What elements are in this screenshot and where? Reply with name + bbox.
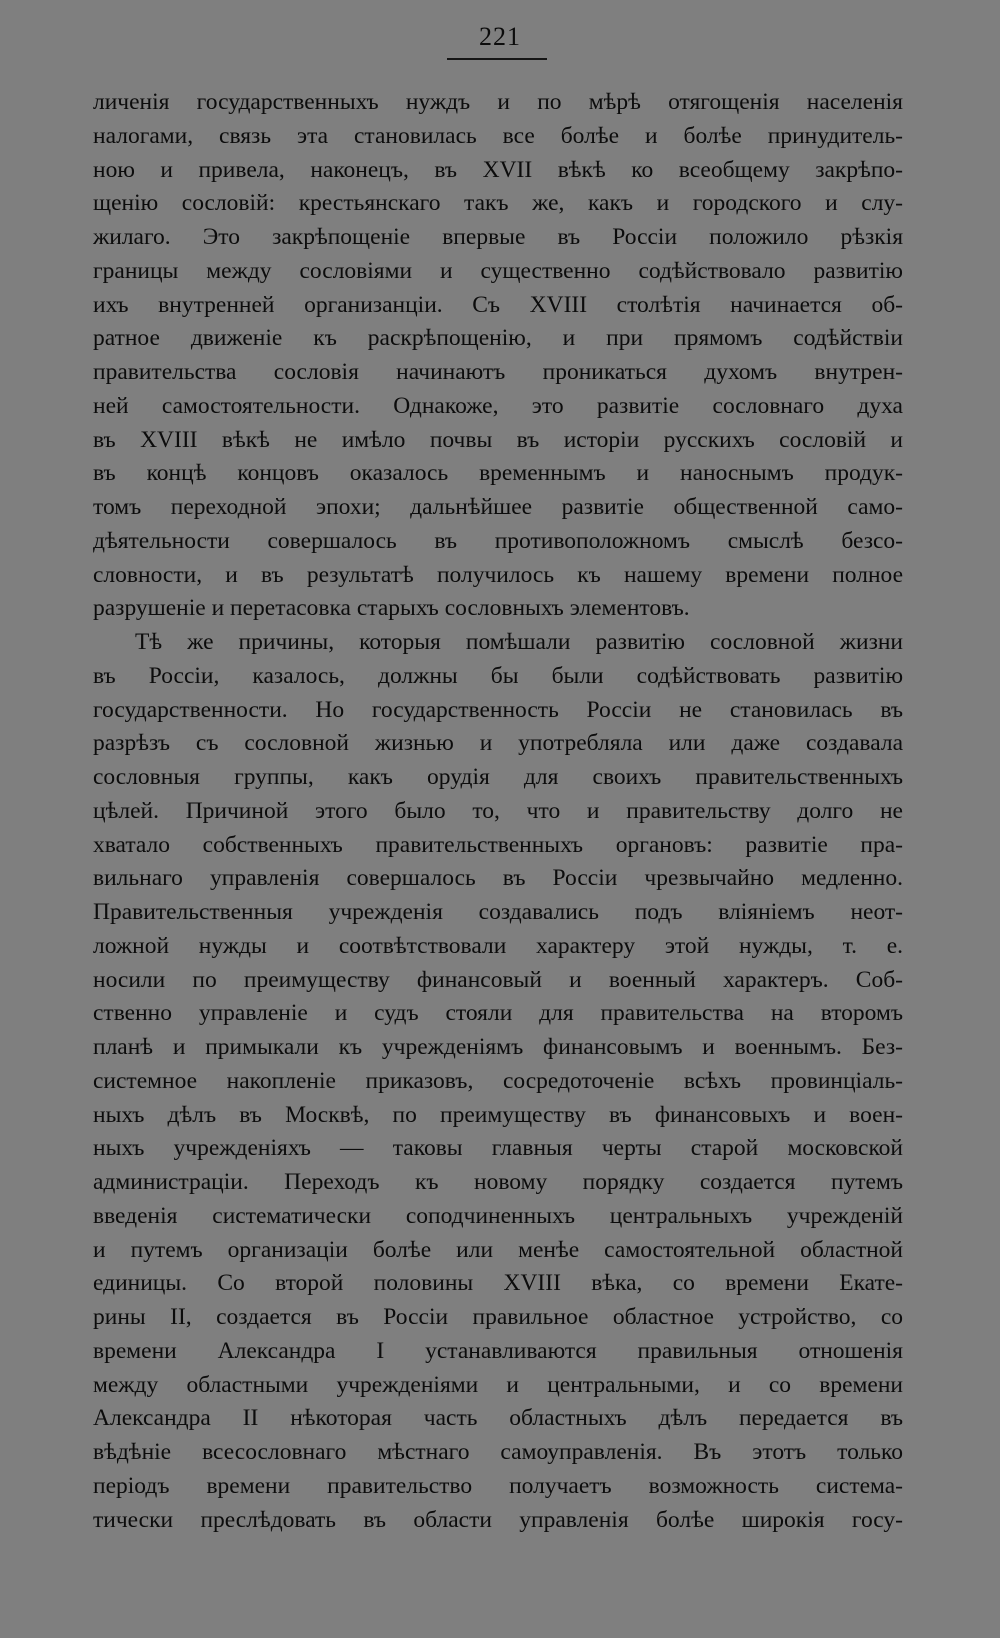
text-line: государственности. Но государственность Россіи не становилась въ [93, 696, 903, 723]
text-line: ныхъ учрежденіяхъ — таковы главныя черты старой московской [93, 1135, 903, 1162]
text-line: ложной нужды и соотвѣтствовали характеру этой нужды, т. е. [93, 932, 903, 959]
text-line: ственно управленіе и судъ стояли для правительства на второмъ [93, 1000, 903, 1027]
text-line: цѣлей. Причиной этого было то, что и правительству долго не [93, 797, 903, 824]
text-line: ныхъ дѣлъ въ Москвѣ, по преимуществу въ финансовыхъ и воен- [93, 1101, 903, 1128]
text-line: между областными учрежденіями и центральными, и со времени [93, 1371, 903, 1398]
text-line: Правительственныя учрежденія создавались подъ вліяніемъ неот- [93, 899, 903, 925]
text-line: жилаго. Это закрѣпощеніе впервые въ Россіи положило рѣзкія [93, 224, 903, 250]
page-number-rule [447, 58, 547, 60]
text-line: вѣдѣніе всесословнаго мѣстнаго самоуправленія. Въ этотъ только [93, 1439, 903, 1465]
text-line: вильнаго управленія совершалось въ Россіи чрезвычайно медленно. [93, 865, 903, 892]
text-line: дѣятельности совершалось въ противоположномъ смыслѣ безсо- [93, 527, 903, 554]
text-line: хватало собственныхъ правительственныхъ органовъ: развитіе пра- [93, 831, 903, 858]
text-line: налогами, связь эта становилась все болѣе и болѣе принудитель- [93, 122, 903, 149]
text-line: единицы. Со второй половины XVIII вѣка, со времени Екате- [93, 1270, 903, 1297]
text-line: въ концѣ концовъ оказалось временнымъ и наноснымъ продук- [93, 460, 903, 487]
paragraph [93, 626, 903, 1537]
text-line: ней самостоятельности. Однакоже, это развитіе сословнаго духа [93, 392, 903, 419]
page-number: 221 [479, 22, 521, 51]
text-line: системное накопленіе приказовъ, сосредоточеніе всѣхъ провинціаль- [93, 1067, 903, 1094]
text-line: періодъ времени правительство получаетъ возможность система- [93, 1472, 903, 1499]
text-line: границы между сословіями и существенно содѣйствовало развитію [93, 257, 903, 284]
text-line: введенія систематически соподчиненныхъ центральныхъ учрежденій [93, 1202, 903, 1229]
text-line: тически преслѣдовать въ области управленія болѣе широкія госу- [93, 1506, 903, 1533]
text-line: сословныя группы, какъ орудія для своихъ правительственныхъ [93, 764, 903, 790]
text-line: томъ переходной эпохи; дальнѣйшее развитіе общественной само- [93, 494, 903, 520]
text-line: ратное движеніе къ раскрѣпощенію, и при прямомъ содѣйствіи [93, 325, 903, 352]
text-line: носили по преимуществу финансовый и военный характеръ. Соб- [93, 966, 903, 993]
text-line: и путемъ организаціи болѣе или менѣе самостоятельной областной [93, 1236, 903, 1263]
text-line: разрушеніе и перетасовка старыхъ сословныхъ элементовъ. [93, 595, 690, 622]
text-line: администраціи. Переходъ къ новому порядку создается путемъ [93, 1169, 903, 1195]
paragraph [93, 86, 903, 626]
text-line: въ XVIII вѣкѣ не имѣло почвы въ исторіи русскихъ сословій и [93, 426, 903, 453]
text-line: Александра II нѣкоторая часть областныхъ дѣлъ передается въ [93, 1405, 903, 1432]
text-line: разрѣзъ съ сословной жизнью и употребляла или даже создавала [93, 730, 903, 757]
text-line: правительства сословія начинаютъ проникаться духомъ внутрен- [93, 359, 903, 385]
text-line: словности, и въ результатѣ получилось къ нашему времени полное [93, 561, 903, 588]
text-line: ихъ внутренней организанціи. Съ XVIII столѣтія начинается об- [93, 291, 903, 318]
text-line: планѣ и примыкали къ учрежденіямъ финансовымъ и военнымъ. Без- [93, 1034, 903, 1060]
text-line: Тѣ же причины, которыя помѣшали развитію сословной жизни [135, 629, 903, 655]
body-text [93, 86, 903, 1537]
text-line: въ Россіи, казалось, должны бы были содѣйствовать развитію [93, 662, 903, 689]
text-line: рины II, создается въ Россіи правильное областное устройство, со [93, 1304, 903, 1330]
text-line: личенія государственныхъ нуждъ и по мѣрѣ отягощенія населенія [93, 89, 903, 115]
text-line: щенію сословій: крестьянскаго такъ же, какъ и городского и слу- [93, 190, 903, 217]
text-line: ною и привела, наконецъ, въ XVII вѣкѣ ко всеобщему закрѣпо- [93, 156, 903, 183]
text-line: времени Александра I устанавливаются правильныя отношенія [93, 1337, 903, 1364]
